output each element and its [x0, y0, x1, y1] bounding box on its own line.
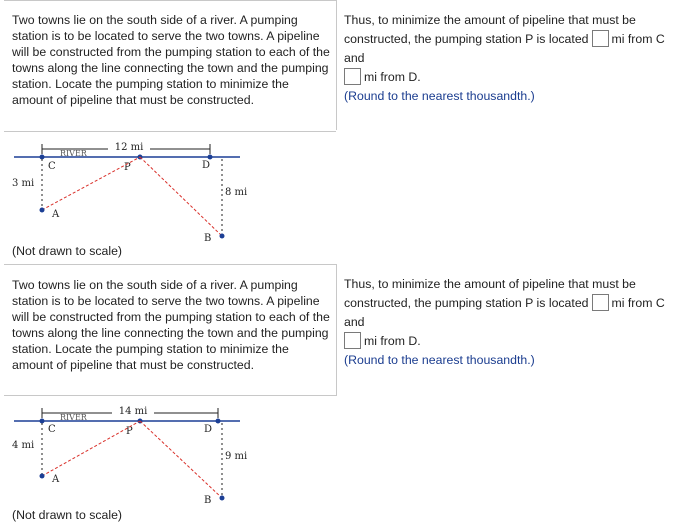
river-figure: [8, 136, 248, 246]
answer-unit-c: mi from C and: [344, 296, 665, 329]
answer-unit-c: mi from C and: [344, 32, 665, 65]
answer-input-d[interactable]: [344, 332, 361, 349]
point-d-dot: [216, 419, 221, 424]
problem-panel-2: [0, 264, 674, 524]
cd-distance-label: 14 mi: [118, 406, 148, 417]
label-d: D: [204, 424, 213, 435]
problem-text: Two towns lie on the south side of a river. A pumping station is to be located to serve the two towns. A pipeline will be constructed from the pumping station to each of the towns along the line connecting the town and the pumping station. Locate the pumping station to minimize the amount of pipeline that must be constructed.: [12, 13, 330, 107]
answer-unit-d: mi from D.: [364, 334, 421, 348]
answer-intro: Thus, to minimize the amount of pipeline that must be constructed, the pumping station P is located: [344, 13, 636, 46]
point-c-dot: [40, 419, 45, 424]
label-b: B: [204, 495, 212, 506]
answer-intro: Thus, to minimize the amount of pipeline that must be constructed, the pumping station P is located: [344, 277, 636, 310]
column-divider: [336, 264, 337, 396]
scale-note: (Not drawn to scale): [12, 508, 123, 522]
label-p: P: [126, 426, 133, 437]
rounding-instruction: (Round to the nearest thousandth.): [344, 353, 535, 367]
label-b: B: [204, 233, 212, 244]
pipeline-pa: [42, 157, 140, 210]
db-distance-label: 8 mi: [225, 187, 248, 198]
town-b-dot: [220, 496, 225, 501]
cd-distance-label: 12 mi: [114, 142, 144, 153]
town-b-dot: [220, 234, 225, 239]
town-a-dot: [40, 474, 45, 479]
answer-unit-d: mi from D.: [364, 70, 421, 84]
top-divider: [4, 264, 336, 265]
db-distance-label: 9 mi: [225, 451, 248, 462]
figure-divider: [4, 131, 336, 132]
rounding-instruction: (Round to the nearest thousandth.): [344, 89, 535, 103]
figure-divider: [4, 395, 336, 396]
town-a-dot: [40, 208, 45, 213]
label-d: D: [202, 160, 211, 171]
label-a: A: [52, 209, 60, 220]
top-divider: [4, 0, 336, 1]
river-label: RIVER: [60, 413, 87, 422]
river-figure: [8, 400, 248, 510]
problem-text: Two towns lie on the south side of a river. A pumping station is to be located to serve the two towns. A pipeline will be constructed from the pumping station to each of the towns along the line connecting the town and the pumping station. Locate the pumping station to minimize the amount of pipeline that must be constructed.: [12, 278, 330, 372]
answer-block: [344, 275, 670, 370]
answer-input-c[interactable]: [592, 294, 609, 311]
label-a: A: [52, 474, 60, 485]
ca-distance-label: 4 mi: [12, 440, 35, 451]
scale-note: (Not drawn to scale): [12, 244, 123, 258]
answer-input-c[interactable]: [592, 30, 609, 47]
label-c: C: [48, 161, 56, 172]
answer-input-d[interactable]: [344, 68, 361, 85]
point-c-dot: [40, 155, 45, 160]
point-d-dot: [208, 155, 213, 160]
label-c: C: [48, 424, 56, 435]
label-p: P: [124, 162, 131, 173]
answer-block: [344, 11, 670, 106]
ca-distance-label: 3 mi: [12, 178, 35, 189]
pipeline-pa: [42, 421, 140, 476]
river-label: RIVER: [60, 149, 87, 158]
column-divider: [336, 0, 337, 130]
